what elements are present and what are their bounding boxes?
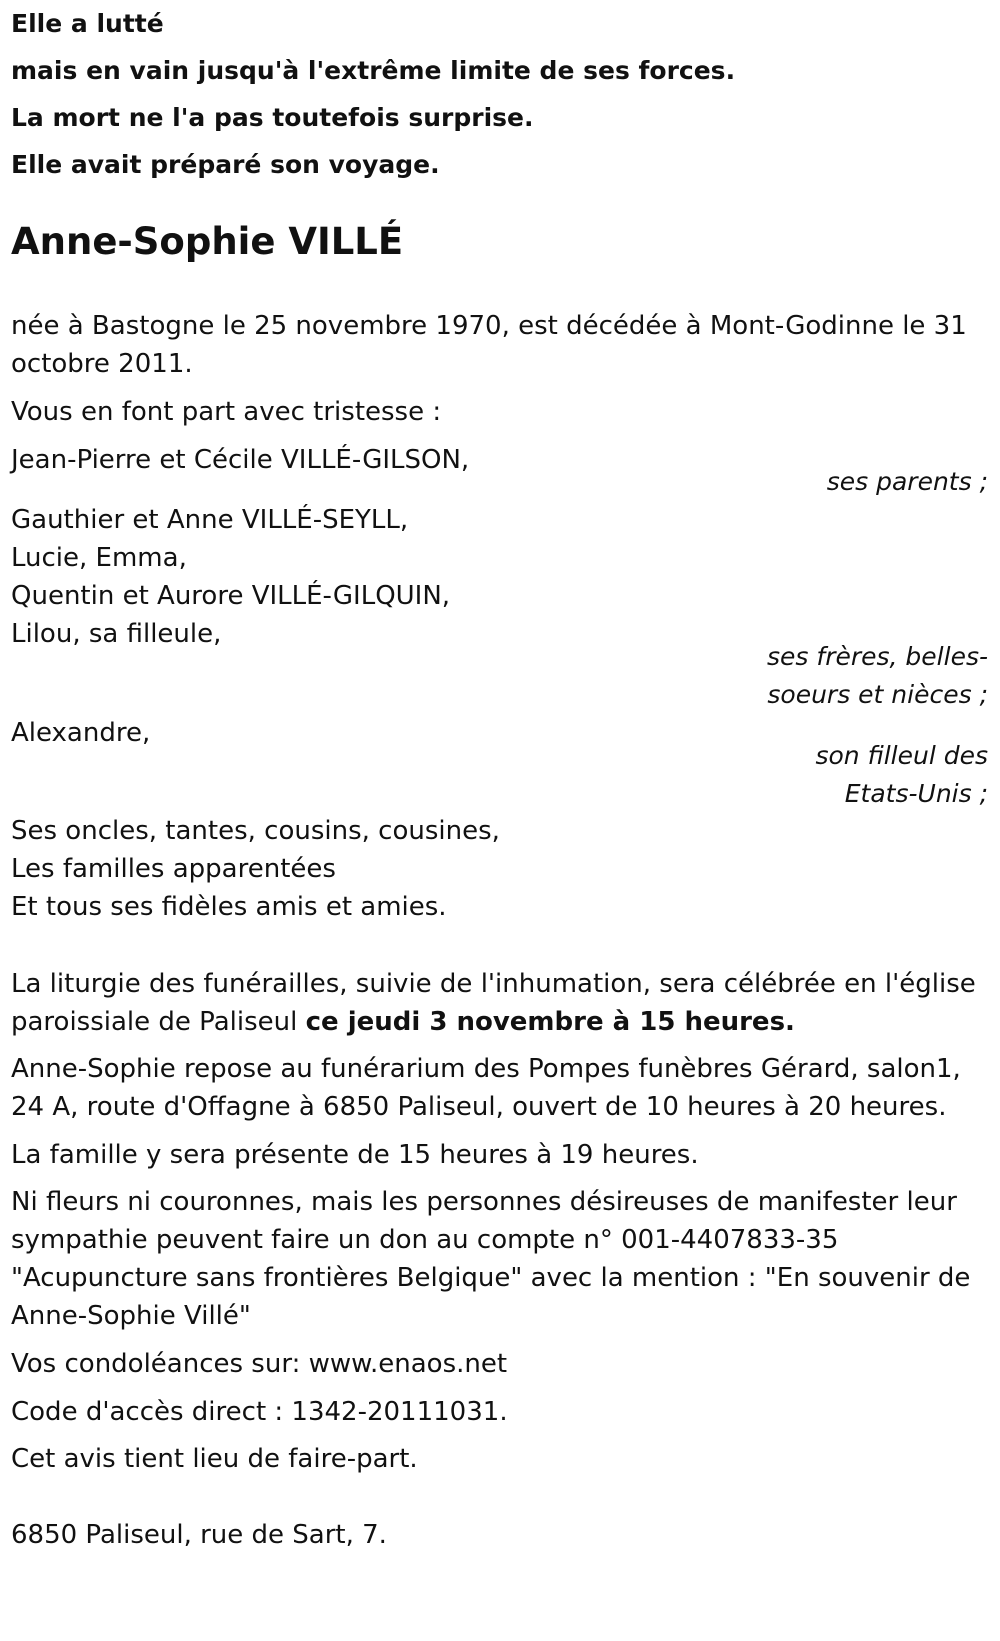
deceased-name: Anne-Sophie VILLÉ: [11, 220, 404, 263]
godson-name: Alexandre,: [11, 718, 151, 748]
family-presence: La famille y sera présente de 15 heures à 19 heures.: [11, 1140, 699, 1170]
funeral-line-1: La liturgie des funérailles, suivie de l'inhumation, sera célébrée en l'église: [11, 969, 976, 999]
funeral-line-2: [11, 1006, 795, 1038]
donation-line-2: sympathie peuvent faire un don au compte n° 001-4407833-35: [11, 1225, 839, 1255]
birth-death-line-2: octobre 2011.: [11, 349, 193, 379]
notice: Cet avis tient lieu de faire-part.: [11, 1444, 418, 1474]
poem-line-1: Elle a lutté: [11, 9, 164, 38]
others-line-2: Les familles apparentées: [11, 854, 336, 884]
parents-relation: ses parents ;: [826, 467, 988, 496]
donation-line-4: Anne-Sophie Villé": [11, 1301, 251, 1331]
funeral-location: paroissiale de Paliseul: [11, 1007, 306, 1037]
siblings-line-1: Gauthier et Anne VILLÉ-SEYLL,: [11, 505, 409, 535]
poem-line-4: Elle avait préparé son voyage.: [11, 150, 440, 179]
address: 6850 Paliseul, rue de Sart, 7.: [11, 1520, 387, 1550]
donation-line-3: "Acupuncture sans frontières Belgique" avec la mention : "En souvenir de: [11, 1263, 971, 1293]
birth-death-line-1: née à Bastogne le 25 novembre 1970, est décédée à Mont-Godinne le 31: [11, 311, 967, 341]
siblings-line-2: Lucie, Emma,: [11, 543, 187, 573]
others-line-3: Et tous ses fidèles amis et amies.: [11, 892, 447, 922]
siblings-relation-line-1: ses frères, belles-: [767, 642, 988, 671]
poem-line-2: mais en vain jusqu'à l'extrême limite de ses forces.: [11, 56, 736, 85]
parents-names: Jean-Pierre et Cécile VILLÉ-GILSON,: [11, 445, 470, 475]
condolences-link: Vos condoléances sur: www.enaos.net: [11, 1349, 508, 1379]
poem-line-3: La mort ne l'a pas toutefois surprise.: [11, 103, 534, 132]
siblings-line-3: Quentin et Aurore VILLÉ-GILQUIN,: [11, 581, 451, 611]
siblings-relation-line-2: soeurs et nièces ;: [767, 680, 988, 709]
funerarium-line-2: 24 A, route d'Offagne à 6850 Paliseul, ouvert de 10 heures à 20 heures.: [11, 1092, 947, 1122]
godson-relation-line-1: son filleul des: [815, 741, 988, 770]
siblings-line-4: Lilou, sa filleule,: [11, 619, 222, 649]
access-code: Code d'accès direct : 1342-20111031.: [11, 1397, 508, 1427]
donation-line-1: Ni fleurs ni couronnes, mais les personnes désireuses de manifester leur: [11, 1187, 957, 1217]
announcement-intro: Vous en font part avec tristesse :: [11, 397, 442, 427]
funerarium-line-1: Anne-Sophie repose au funérarium des Pompes funèbres Gérard, salon1,: [11, 1054, 961, 1084]
funeral-datetime: ce jeudi 3 novembre à 15 heures.: [305, 1007, 795, 1037]
others-line-1: Ses oncles, tantes, cousins, cousines,: [11, 816, 500, 846]
godson-relation-line-2: Etats-Unis ;: [844, 779, 988, 808]
